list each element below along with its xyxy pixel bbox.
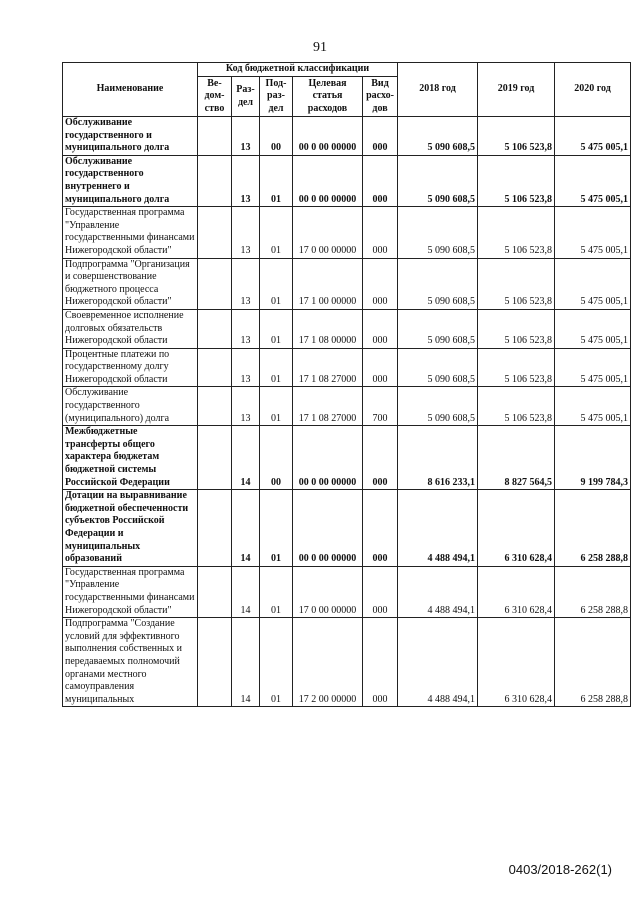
row-target: 00 0 00 00000 bbox=[293, 490, 363, 567]
row-2019: 6 310 628,4 bbox=[478, 490, 555, 567]
row-vedomstvo bbox=[198, 207, 232, 258]
row-2019: 5 106 523,8 bbox=[478, 258, 555, 309]
table-row bbox=[63, 490, 631, 567]
row-2018: 5 090 608,5 bbox=[398, 258, 478, 309]
header-razdel: Раз- дел bbox=[232, 77, 260, 117]
row-2019: 8 827 564,5 bbox=[478, 426, 555, 490]
row-target: 17 0 00 00000 bbox=[293, 566, 363, 617]
row-vid: 000 bbox=[363, 490, 398, 567]
row-2018: 5 090 608,5 bbox=[398, 117, 478, 156]
row-2019: 5 106 523,8 bbox=[478, 117, 555, 156]
row-vedomstvo bbox=[198, 117, 232, 156]
budget-table bbox=[62, 62, 631, 707]
row-vid: 000 bbox=[363, 566, 398, 617]
row-razdel: 13 bbox=[232, 258, 260, 309]
row-vid: 000 bbox=[363, 207, 398, 258]
row-2019: 6 310 628,4 bbox=[478, 566, 555, 617]
row-vedomstvo bbox=[198, 566, 232, 617]
row-razdel: 13 bbox=[232, 207, 260, 258]
table-row bbox=[63, 426, 631, 490]
row-2020: 5 475 005,1 bbox=[555, 348, 631, 387]
header-budget-code: Код бюджетной классификации bbox=[198, 63, 398, 77]
row-name: Государственная программа "Управление государственными финансами Нижегородской области" bbox=[63, 566, 198, 617]
row-razdel: 13 bbox=[232, 348, 260, 387]
row-2020: 6 258 288,8 bbox=[555, 566, 631, 617]
header-target: Целевая статья расходов bbox=[293, 77, 363, 117]
row-podrazdel: 01 bbox=[260, 155, 293, 206]
row-target: 17 1 08 27000 bbox=[293, 387, 363, 426]
row-name: Дотации на выравнивание бюджетной обеспеченности субъектов Российской Федерации и муниципальных образований bbox=[63, 490, 198, 567]
row-razdel: 14 bbox=[232, 618, 260, 707]
row-vedomstvo bbox=[198, 155, 232, 206]
row-2020: 6 258 288,8 bbox=[555, 618, 631, 707]
row-2019: 5 106 523,8 bbox=[478, 155, 555, 206]
row-name: Обслуживание государственного и муниципального долга bbox=[63, 117, 198, 156]
table-row bbox=[63, 566, 631, 617]
row-podrazdel: 01 bbox=[260, 387, 293, 426]
page-number: 91 bbox=[313, 40, 327, 55]
row-2020: 9 199 784,3 bbox=[555, 426, 631, 490]
row-vedomstvo bbox=[198, 387, 232, 426]
row-vid: 000 bbox=[363, 618, 398, 707]
row-target: 17 0 00 00000 bbox=[293, 207, 363, 258]
row-vedomstvo bbox=[198, 618, 232, 707]
row-vedomstvo bbox=[198, 490, 232, 567]
row-2018: 4 488 494,1 bbox=[398, 566, 478, 617]
row-name: Своевременное исполнение долговых обязательств Нижегородской области bbox=[63, 309, 198, 348]
table-row bbox=[63, 387, 631, 426]
row-podrazdel: 00 bbox=[260, 117, 293, 156]
row-2018: 5 090 608,5 bbox=[398, 348, 478, 387]
table-row bbox=[63, 348, 631, 387]
row-razdel: 13 bbox=[232, 309, 260, 348]
row-vedomstvo bbox=[198, 426, 232, 490]
row-podrazdel: 01 bbox=[260, 207, 293, 258]
footer-code: 0403/2018-262(1) bbox=[508, 862, 612, 877]
row-vid: 000 bbox=[363, 309, 398, 348]
row-2019: 5 106 523,8 bbox=[478, 348, 555, 387]
row-2019: 5 106 523,8 bbox=[478, 207, 555, 258]
table-row bbox=[63, 309, 631, 348]
header-vid: Вид расхо- дов bbox=[363, 77, 398, 117]
row-razdel: 13 bbox=[232, 117, 260, 156]
row-podrazdel: 01 bbox=[260, 348, 293, 387]
row-2020: 6 258 288,8 bbox=[555, 490, 631, 567]
row-2018: 5 090 608,5 bbox=[398, 309, 478, 348]
row-razdel: 14 bbox=[232, 490, 260, 567]
row-name: Процентные платежи по государственному долгу Нижегородской области bbox=[63, 348, 198, 387]
header-2018: 2018 год bbox=[398, 63, 478, 117]
row-2019: 5 106 523,8 bbox=[478, 387, 555, 426]
row-podrazdel: 01 bbox=[260, 309, 293, 348]
row-name: Подпрограмма "Организация и совершенствование бюджетного процесса Нижегородской области" bbox=[63, 258, 198, 309]
row-target: 17 1 00 00000 bbox=[293, 258, 363, 309]
table-row bbox=[63, 258, 631, 309]
row-target: 00 0 00 00000 bbox=[293, 155, 363, 206]
row-vid: 000 bbox=[363, 155, 398, 206]
header-2019: 2019 год bbox=[478, 63, 555, 117]
row-name: Обслуживание государственного внутреннего и муниципального долга bbox=[63, 155, 198, 206]
header-podrazdel: Под- раз- дел bbox=[260, 77, 293, 117]
row-2018: 8 616 233,1 bbox=[398, 426, 478, 490]
row-podrazdel: 01 bbox=[260, 566, 293, 617]
row-vid: 000 bbox=[363, 426, 398, 490]
row-2018: 4 488 494,1 bbox=[398, 490, 478, 567]
row-podrazdel: 01 bbox=[260, 618, 293, 707]
row-razdel: 13 bbox=[232, 155, 260, 206]
row-vid: 700 bbox=[363, 387, 398, 426]
row-2018: 5 090 608,5 bbox=[398, 155, 478, 206]
row-razdel: 14 bbox=[232, 566, 260, 617]
row-target: 17 1 08 27000 bbox=[293, 348, 363, 387]
table-row bbox=[63, 207, 631, 258]
row-2020: 5 475 005,1 bbox=[555, 155, 631, 206]
row-2018: 5 090 608,5 bbox=[398, 207, 478, 258]
row-2019: 5 106 523,8 bbox=[478, 309, 555, 348]
row-vid: 000 bbox=[363, 117, 398, 156]
row-podrazdel: 00 bbox=[260, 426, 293, 490]
header-vedomstvo: Ве- дом- ство bbox=[198, 77, 232, 117]
row-2020: 5 475 005,1 bbox=[555, 117, 631, 156]
row-target: 17 2 00 00000 bbox=[293, 618, 363, 707]
row-2018: 5 090 608,5 bbox=[398, 387, 478, 426]
row-vedomstvo bbox=[198, 258, 232, 309]
row-vedomstvo bbox=[198, 309, 232, 348]
row-2020: 5 475 005,1 bbox=[555, 207, 631, 258]
row-2019: 6 310 628,4 bbox=[478, 618, 555, 707]
row-podrazdel: 01 bbox=[260, 258, 293, 309]
row-2020: 5 475 005,1 bbox=[555, 258, 631, 309]
row-target: 00 0 00 00000 bbox=[293, 426, 363, 490]
row-vid: 000 bbox=[363, 348, 398, 387]
row-vedomstvo bbox=[198, 348, 232, 387]
header-name: Наименование bbox=[63, 63, 198, 117]
row-2020: 5 475 005,1 bbox=[555, 309, 631, 348]
row-name: Подпрограмма "Создание условий для эффективного выполнения собственных и передаваемых полномочий органами местного самоуправления муниципальных bbox=[63, 618, 198, 707]
row-vid: 000 bbox=[363, 258, 398, 309]
row-2018: 4 488 494,1 bbox=[398, 618, 478, 707]
row-name: Обслуживание государственного (муниципального) долга bbox=[63, 387, 198, 426]
row-podrazdel: 01 bbox=[260, 490, 293, 567]
header-2020: 2020 год bbox=[555, 63, 631, 117]
row-target: 17 1 08 00000 bbox=[293, 309, 363, 348]
row-2020: 5 475 005,1 bbox=[555, 387, 631, 426]
row-name: Межбюджетные трансферты общего характера бюджетам бюджетной системы Российской Федерации bbox=[63, 426, 198, 490]
row-razdel: 13 bbox=[232, 387, 260, 426]
row-name: Государственная программа "Управление государственными финансами Нижегородской области" bbox=[63, 207, 198, 258]
table-row bbox=[63, 618, 631, 707]
row-target: 00 0 00 00000 bbox=[293, 117, 363, 156]
row-razdel: 14 bbox=[232, 426, 260, 490]
table-row bbox=[63, 117, 631, 156]
table-row bbox=[63, 155, 631, 206]
